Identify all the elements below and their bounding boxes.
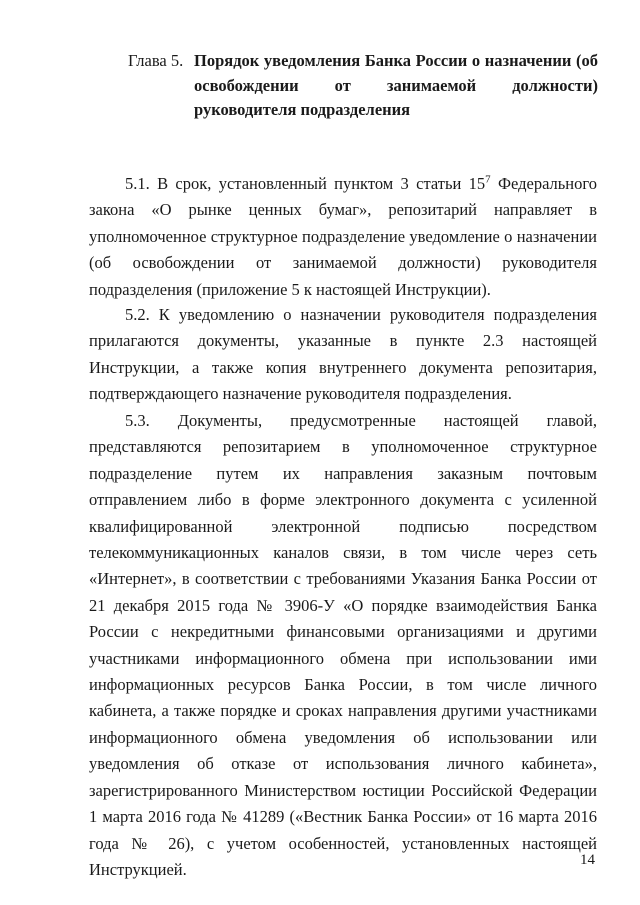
chapter-label: Глава 5. — [128, 51, 184, 70]
article-superscript: 7 — [485, 173, 491, 186]
paragraph-5-1 — [89, 171, 597, 303]
chapter-title: Порядок уведомления Банка России о назначении (об освобождении от занимаемой должности) руководителя подразделения — [194, 51, 598, 119]
page-number: 14 — [580, 852, 595, 868]
paragraph-5-1-text-start: 5.1. В срок, установленный пунктом 3 статьи 15 — [125, 174, 486, 193]
paragraph-5-2: 5.2. К уведомлению о назначении руководителя подразделения прилагаются документы, указанные в пункте 2.3 настоящей Инструкции, а также копия внутреннего документа репозитария, подтверждающего назначение руководителя подразделения. — [89, 305, 597, 404]
paragraph-5-1-text-end: Федерального закона «О рынке ценных бумаг», репозитарий направляет в уполномоченное структурное подразделение уведомление о назначении (об освобождении от занимаемой должности) руководителя подразделения (приложение 5 к настоящей Инструкции). — [89, 174, 597, 299]
paragraph-5-3: 5.3. Документы, предусмотренные настоящей главой, представляются репозитарием в уполномоченное структурное подразделение путем их направления заказным почтовым отправлением либо в форме электронного документа с усиленной квалифицированной электронной подписью посредством телекоммуникационных каналов связи, в том числе через сеть «Интернет», в соответствии с требованиями Указания Банка России от 21 декабря 2015 года № 3906-У «О порядке взаимодействия Банка России с некредитными финансовыми организациями и другими участниками информационного обмена при использовании ими информационных ресурсов Банка России, в том числе личного кабинета, а также порядке и сроках направления другими участниками информационного обмена уведомления об использовании или уведомления об отказе от использования личного кабинета», зарегистрированного Министерством юстиции Российской Федерации 1 марта 2016 года № 41289 («Вестник Банка России» от 16 марта 2016 года № 26), с учетом особенностей, установленных настоящей Инструкцией. — [89, 411, 597, 879]
